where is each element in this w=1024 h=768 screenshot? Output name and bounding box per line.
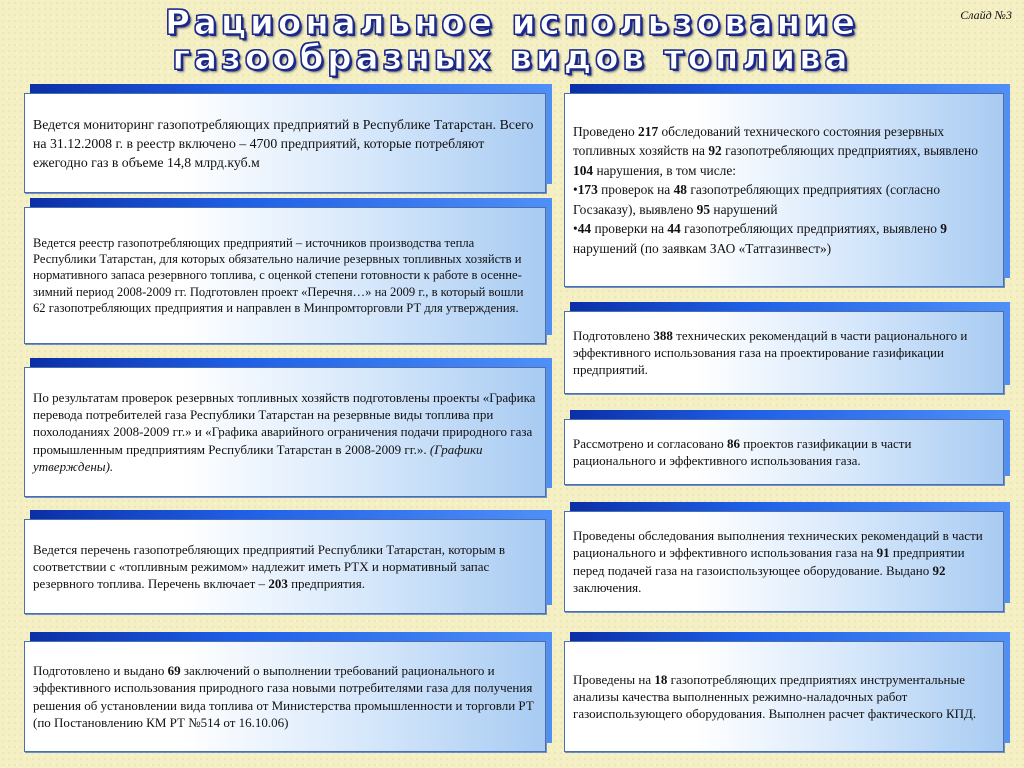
info-card-text: Ведется мониторинг газопотребляющих предприятий в Республике Татарстан. Всего на 31.12.2008 г. в реестр включено – 4700 предприятий, которые потребляют ежегодно газ в объеме 14,8 млрд.куб.м bbox=[33, 116, 534, 170]
count-203: 203 bbox=[268, 576, 288, 592]
inspections-summary: Проведено 217 обследований технического состояния резервных топливных хозяйств на 92 газопотребляющих предприятиях, выявлено 104 нарушения, в том числе: bbox=[573, 123, 978, 178]
info-card-text: Проведены обследования выполнения технических рекомендаций в части рационального и эффективного использования газа на 91 предприятии перед подачей газа на газоиспользующее оборудование. Выдано 92 заключения. bbox=[573, 528, 983, 595]
info-card-registry bbox=[30, 198, 552, 335]
info-card-text: По результатам проверок резервных топливных хозяйств подготовлены проекты «Графика перевода потребителей газа Республики Татарстан на резервные виды топлива при похолоданиях 2008-2009 гг.» и «Графика аварийного ограничения подачи природного газа промышленным предприятиям Республики Татарстан в 2008-2009 гг.». (Графики утверждены). bbox=[33, 389, 536, 474]
info-card-text: Проведены на 18 газопотребляющих предприятиях инструментальные анализы качества выполненных режимно-наладочных работ газоиспользующего оборудования. Выполнен расчет фактического КПД. bbox=[573, 671, 977, 722]
count-18: 18 bbox=[654, 671, 668, 687]
slide-title-line-1: Рациональное использование bbox=[164, 3, 859, 43]
count-91: 91 bbox=[876, 545, 890, 561]
info-card-fuel-regime-list bbox=[30, 510, 552, 605]
info-card-recommendations bbox=[570, 302, 1010, 385]
inspections-bullet-state-order: •173 проверок на 48 газопотребляющих предприятиях (согласно Госзаказу), выявлено 95 нарушений bbox=[573, 182, 941, 217]
info-card-recommendation-checks bbox=[570, 502, 1010, 603]
info-card-instrumental-analysis bbox=[570, 632, 1010, 743]
info-card-text: Подготовлено и выдано 69 заключений о выполнении требований рационального и эффективного использования природного газа новыми потребителями газа для получения решения об установлении вида топлива от Министерства промышленности и торговли РТ (по Постановлению КМ РТ №514 от 16.10.06) bbox=[33, 663, 534, 730]
count-86: 86 bbox=[727, 435, 741, 451]
info-card-text: Ведется перечень газопотребляющих предприятий Республики Татарстан, которым в соответствии с «топливным режимом» надлежит иметь РТХ и нормативный запас резервного топлива. Перечень включает – 203 предприятия. bbox=[33, 541, 506, 592]
count-92: 92 bbox=[932, 562, 946, 578]
info-card-text: Подготовлено 388 технических рекомендаций в части рационального и эффективного использования газа на проектирование газификации предприятий. bbox=[573, 327, 968, 378]
info-card-gasification-projects bbox=[570, 410, 1010, 476]
count-388: 388 bbox=[653, 327, 673, 343]
info-card-text: Рассмотрено и согласовано 86 проектов газификации в части рационального и эффективного использования газа. bbox=[573, 435, 912, 468]
info-card-conclusions bbox=[30, 632, 552, 743]
info-card-monitoring bbox=[30, 84, 552, 184]
slide-number: Слайд №3 bbox=[960, 8, 1012, 22]
count-69: 69 bbox=[167, 663, 181, 679]
inspections-bullet-requests: •44 проверки на 44 газопотребляющих предприятиях, выявлено 9 нарушений (по заявкам ЗАО «Татгазинвест») bbox=[573, 221, 947, 256]
note-approved: (Графики утверждены). bbox=[33, 441, 483, 474]
info-card-schedules bbox=[30, 358, 552, 488]
slide-title bbox=[0, 3, 1024, 78]
info-card-inspections bbox=[570, 84, 1010, 278]
slide-title-line-2: газообразных видов топлива bbox=[172, 38, 852, 78]
info-card-text: Ведется реестр газопотребляющих предприятий – источников производства тепла Республики Татарстан, для которых обязательно наличие резервных топливных хозяйств и нормативного запаса резервного топлива, с оценкой степени готовности к работе в осенне-зимний период 2008-2009 гг. Подготовлен проект «Перечня…» на 2009 г., в который вошли 62 газопотребляющих предприятия и направлен в Минпромторговли РТ для утверждения. bbox=[33, 235, 524, 315]
